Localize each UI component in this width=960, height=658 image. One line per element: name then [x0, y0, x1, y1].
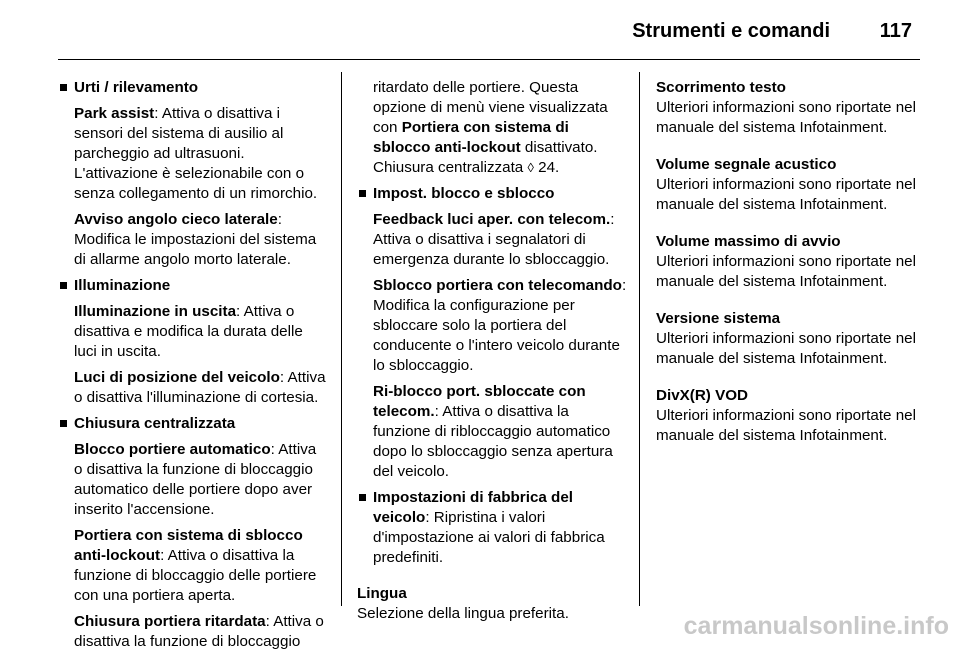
entry: [74, 368, 328, 408]
section-title: Scorrimento testo: [656, 79, 786, 96]
entry: [74, 440, 328, 520]
entry-term: Avviso angolo cieco laterale: [74, 211, 278, 228]
bullet-icon: [60, 420, 67, 427]
section-text: Ulteriori informazioni sono riportate nel manuale del sistema Infotainment.: [656, 99, 916, 136]
entry: [373, 488, 627, 568]
entry-term: Feedback luci aper. con telecom.: [373, 211, 611, 228]
entry-text: Attiva o disattiva i sensori del sistema di ausilio al parcheggio ad ultrasuoni. L'attivazione è selezionabile con o senza collegamento di un rimorchio.: [74, 105, 318, 202]
watermark: carmanualsonline.info: [683, 612, 949, 640]
continued-entry: [357, 78, 627, 178]
section-text: Ulteriori informazioni sono riportate nel manuale del sistema Infotainment.: [656, 407, 916, 444]
entry-term: Illuminazione in uscita: [74, 303, 237, 320]
entry-text: Ripristina i valori d'impostazione ai valori di fabbrica predefiniti.: [373, 509, 605, 566]
entry: [373, 276, 627, 376]
column-divider-1: [341, 72, 342, 606]
section-title: DivX(R) VOD: [656, 387, 748, 404]
column-1: [58, 78, 328, 658]
entry-text: Attiva o disattiva l'illuminazione di cortesia.: [74, 369, 326, 406]
section-versione-sistema: [656, 309, 922, 369]
section-volume-massimo: [656, 232, 922, 292]
column-3: [656, 78, 922, 463]
page-reference-icon: ◊: [527, 160, 534, 175]
header-divider: [58, 59, 920, 60]
page-number: 117: [879, 20, 912, 42]
entry-text: Attiva o disattiva e modifica la durata delle luci in uscita.: [74, 303, 303, 360]
separator: :: [279, 369, 288, 386]
bullet-icon: [60, 84, 67, 91]
separator: :: [277, 211, 282, 228]
entry-text: Attiva o disattiva la funzione di ribloccaggio automatico dopo lo sbloccaggio senza apertura del veicolo.: [373, 403, 613, 480]
entry-text: Attiva o disattiva la funzione di bloccaggio delle portiere con una portiera aperta.: [74, 547, 317, 604]
entry-text: Modifica le impostazioni del sistema di allarme angolo morto laterale.: [74, 231, 317, 268]
section-text: Ulteriori informazioni sono riportate nel manuale del sistema Infotainment.: [656, 176, 916, 213]
entry: [74, 302, 328, 362]
entry-term: Luci di posizione del veicolo: [74, 369, 280, 386]
section-volume-segnale: [656, 155, 922, 215]
entry: [74, 210, 328, 270]
entry: [74, 612, 328, 652]
section-lingua: [357, 584, 627, 624]
entry-text: Attiva o disattiva la funzione di bloccaggio: [74, 613, 324, 650]
section-heading: Impostazioni di fabbrica del veicolo: [373, 489, 573, 526]
entry-text: ritardato delle portiere. Questa opzione di menù viene visualizzata con: [373, 79, 608, 136]
entry: [373, 210, 627, 270]
section-title: Volume segnale acustico: [656, 156, 837, 173]
page-header-title: Strumenti e comandi: [632, 20, 830, 42]
entry-text: disattivato. Chiusura centralizzata: [373, 139, 598, 176]
entry-term: Park assist: [74, 105, 155, 122]
separator: :: [425, 509, 434, 526]
bullet-icon: [359, 494, 366, 501]
entry: [74, 104, 328, 204]
entry-term: Blocco portiere automatico: [74, 441, 271, 458]
entry-text: Attiva o disattiva i segnalatori di emergenza durante lo sbloccaggio.: [373, 231, 610, 268]
bullet-icon: [60, 282, 67, 289]
page-reference: 24.: [533, 159, 560, 176]
section-title: Lingua: [357, 585, 407, 602]
separator: :: [160, 547, 168, 564]
section-title: Versione sistema: [656, 310, 781, 327]
section-heading: Urti / rilevamento: [74, 79, 199, 96]
section-heading: Chiusura centralizzata: [74, 415, 236, 432]
entry-term: Portiera con sistema di sblocco anti-lockout: [373, 119, 569, 156]
section-heading: Impost. blocco e sblocco: [373, 185, 555, 202]
entry-text: Attiva o disattiva la funzione di bloccaggio automatico delle portiere dopo aver inserito l'accensione.: [74, 441, 317, 518]
entry-continuation: [373, 78, 627, 178]
menu-section-chiusura: [58, 414, 328, 652]
section-heading: Illuminazione: [74, 277, 171, 294]
entry-term: Portiera con sistema di sblocco anti-lockout: [74, 527, 303, 564]
entry-term: Ri-blocco port. sbloccate con telecom.: [373, 383, 586, 420]
section-divx-vod: [656, 386, 922, 446]
menu-section-impost-blocco: [357, 184, 627, 482]
entry-term: Chiusura portiera ritardata: [74, 613, 266, 630]
menu-section-illuminazione: [58, 276, 328, 408]
section-text: Ulteriori informazioni sono riportate nel manuale del sistema Infotainment.: [656, 330, 916, 367]
column-2: [357, 78, 627, 624]
entry-term: Sblocco portiera con telecomando: [373, 277, 622, 294]
separator: :: [434, 403, 443, 420]
section-text: Selezione della lingua preferita.: [357, 605, 569, 622]
menu-section-urti: [58, 78, 328, 270]
entry: [74, 526, 328, 606]
section-title: Volume massimo di avvio: [656, 233, 841, 250]
column-divider-2: [639, 72, 640, 606]
bullet-icon: [359, 190, 366, 197]
separator: :: [610, 211, 615, 228]
entry-text: Modifica la configurazione per sbloccare solo la portiera del conducente o l'intero veicolo durante lo sbloccaggio.: [373, 297, 620, 374]
section-scorrimento-testo: [656, 78, 922, 138]
section-text: Ulteriori informazioni sono riportate nel manuale del sistema Infotainment.: [656, 253, 916, 290]
separator: :: [154, 105, 162, 122]
separator: :: [270, 441, 279, 458]
entry: [373, 382, 627, 482]
separator: :: [236, 303, 244, 320]
separator: :: [265, 613, 274, 630]
separator: :: [621, 277, 627, 294]
menu-section-impostazioni-fabbrica: [357, 488, 627, 568]
